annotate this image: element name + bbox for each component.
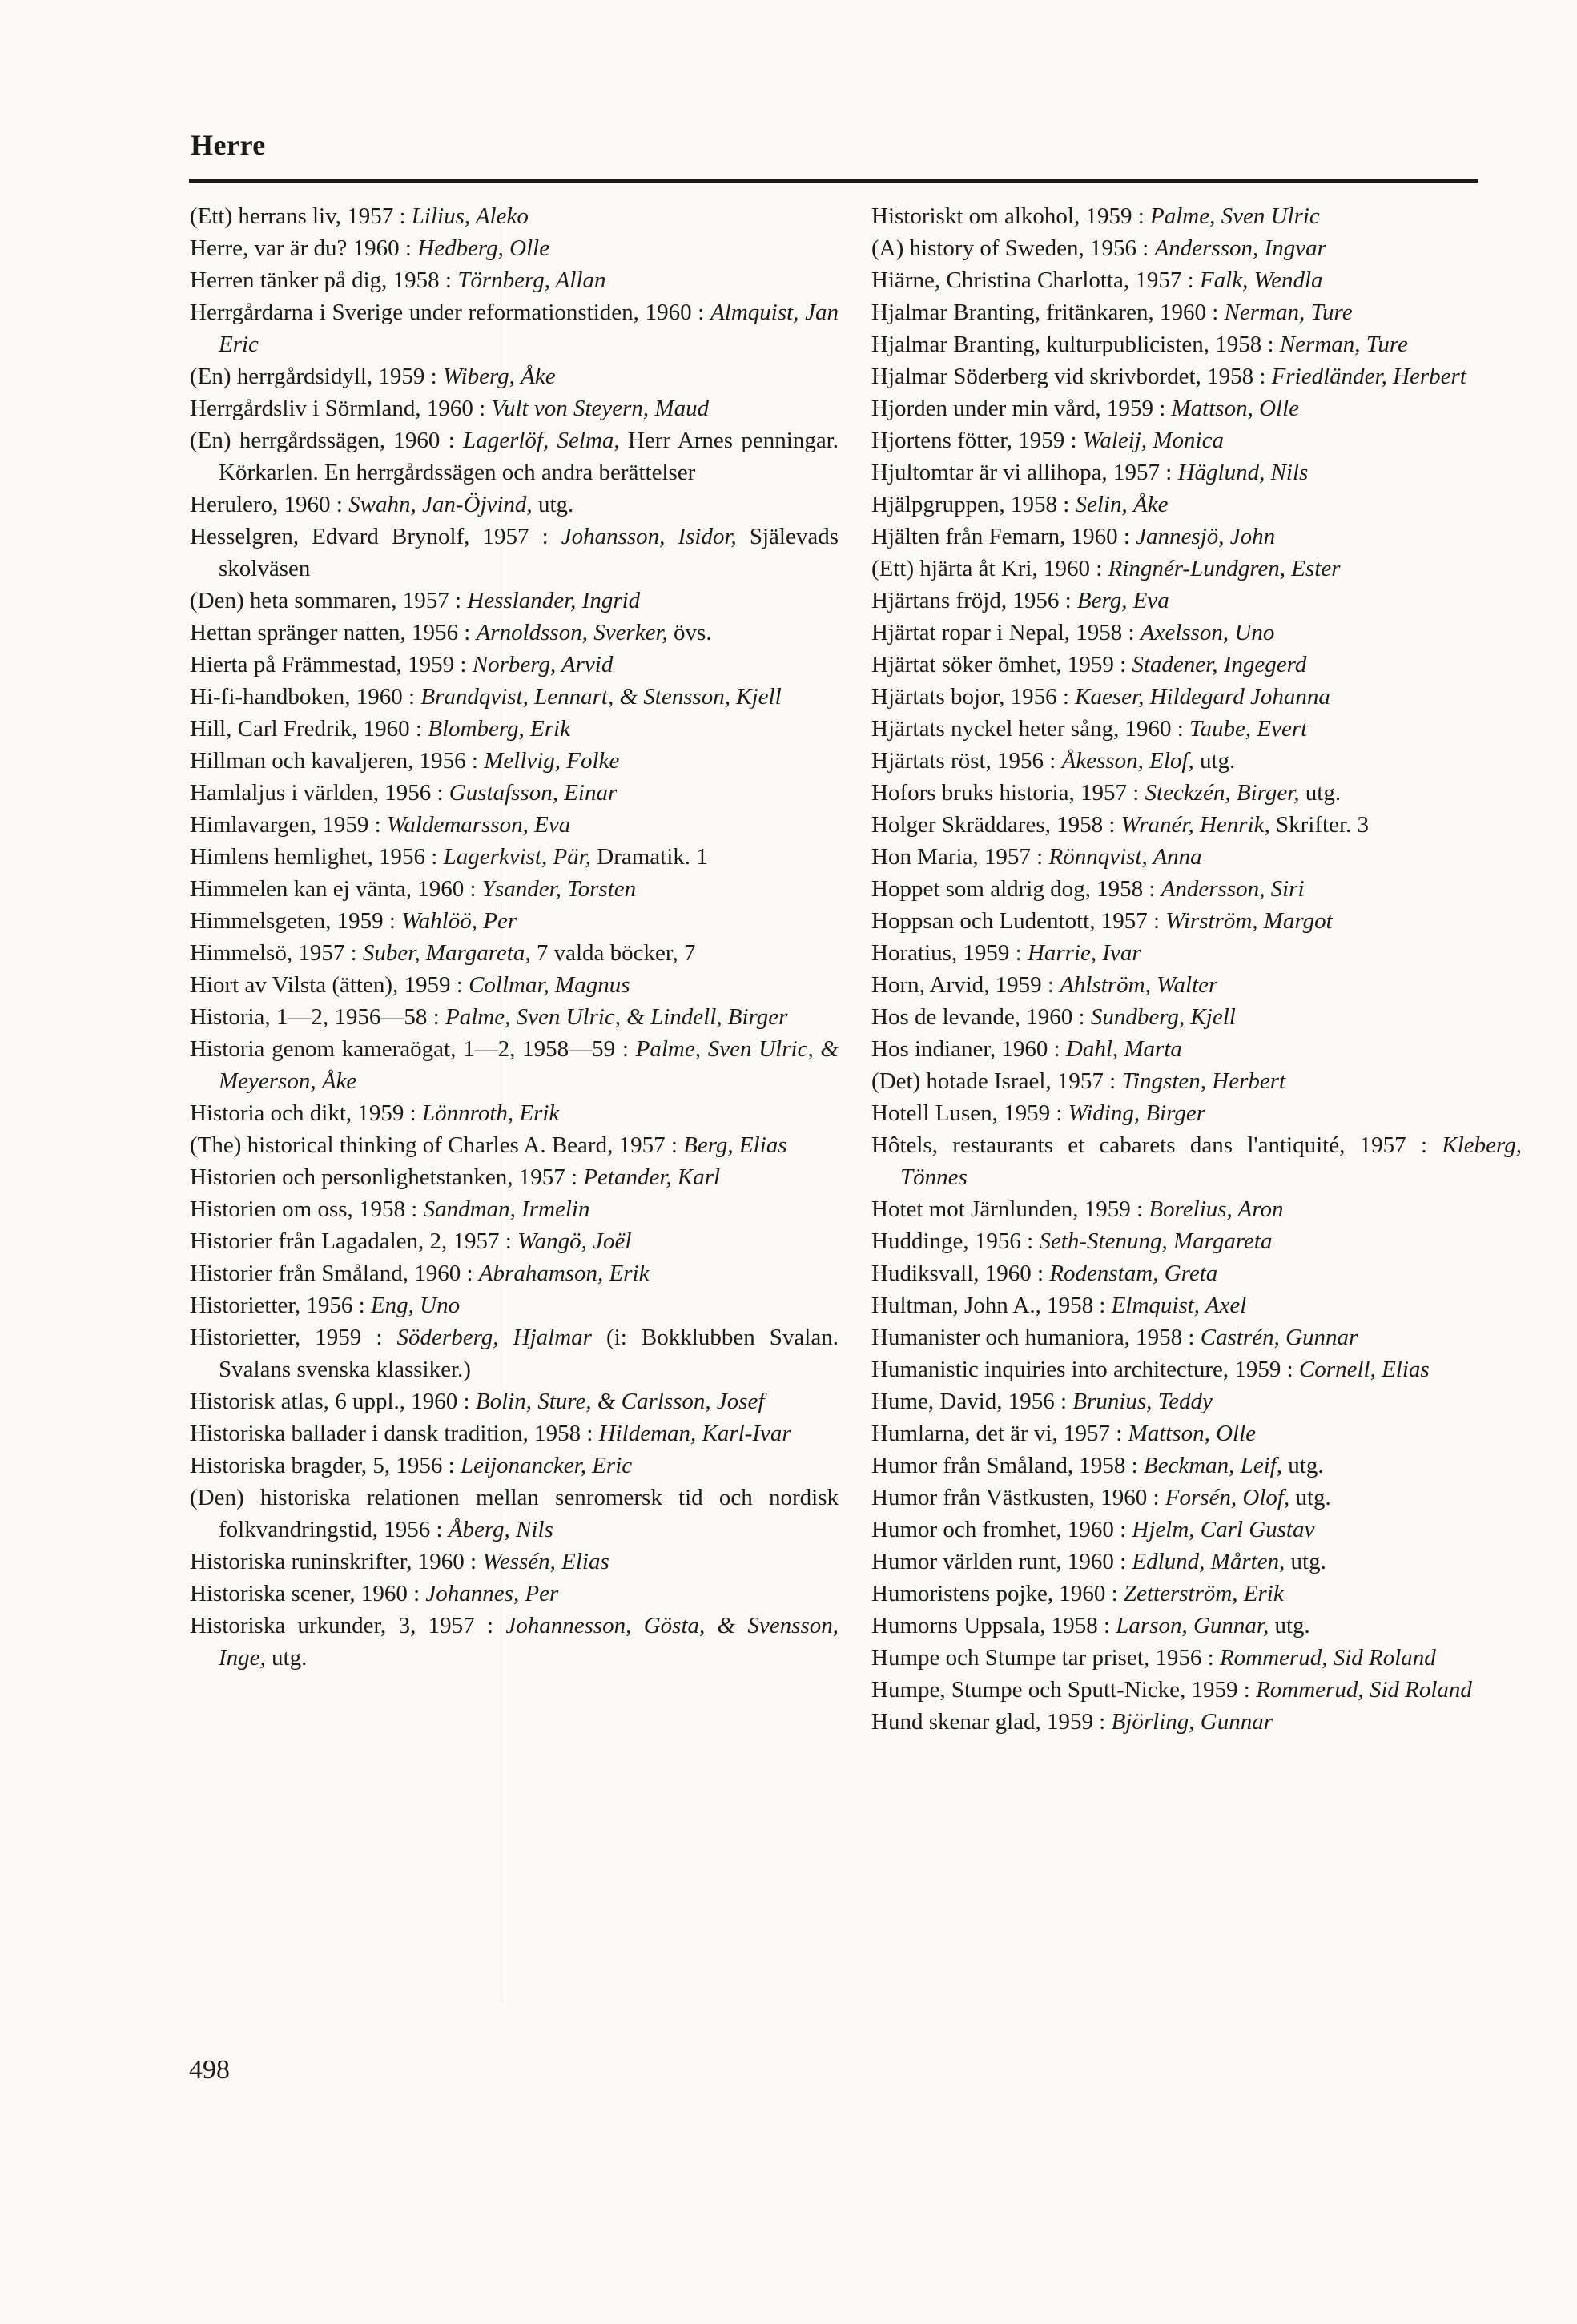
entry-title: Herrgårdarna i Sverige under reformationstiden, 1960 : (190, 300, 711, 325)
entry-title: Historier från Småland, 1960 : (190, 1261, 479, 1286)
entry-title: Horn, Arvid, 1959 : (871, 972, 1060, 998)
index-entry (190, 617, 839, 649)
index-entry (871, 777, 1522, 809)
entry-note: utg. (1299, 780, 1342, 806)
entry-title: Hund skenar glad, 1959 : (871, 1709, 1112, 1735)
entry-author: Johansson, Isidor, (561, 524, 737, 549)
entry-title: Historia genom kameraögat, 1—2, 1958—59 : (190, 1036, 636, 1062)
entry-author: Wahlöö, Per (401, 908, 517, 934)
entry-author: Nerman, Ture (1279, 332, 1408, 357)
index-entry (871, 1417, 1522, 1449)
entry-note: 7 valda böcker, 7 (530, 940, 696, 966)
entry-title: Himmelsö, 1957 : (190, 940, 363, 966)
entry-author: Seth-Stenung, Margareta (1039, 1228, 1273, 1254)
entry-author: Larson, Gunnar, (1116, 1613, 1269, 1638)
entry-note: utg. (1285, 1549, 1326, 1574)
entry-title: Hoppet som aldrig dog, 1958 : (871, 876, 1161, 902)
index-entry (190, 1161, 839, 1193)
index-entry (871, 1193, 1522, 1225)
entry-title: Herren tänker på dig, 1958 : (190, 267, 458, 293)
entry-author: Hildeman, Karl-Ivar (598, 1421, 791, 1446)
entry-title: (The) historical thinking of Charles A. Beard, 1957 : (190, 1132, 684, 1158)
entry-title: Herrgårdsliv i Sörmland, 1960 : (190, 396, 492, 421)
entry-author: Swahn, Jan-Öjvind, (348, 492, 533, 517)
index-column-left (190, 200, 839, 1674)
entry-author: Almquist, Jan Eric (219, 300, 839, 357)
entry-title: Historiska bragder, 5, 1956 : (190, 1453, 461, 1478)
index-entry (871, 1097, 1522, 1129)
entry-title: Historia och dikt, 1959 : (190, 1100, 422, 1126)
index-entry (871, 713, 1522, 745)
entry-title: Humor världen runt, 1960 : (871, 1549, 1132, 1574)
entry-note: utg. (1193, 748, 1236, 774)
entry-author: Steckzén, Birger, (1145, 780, 1300, 806)
index-entry (871, 1674, 1522, 1706)
index-entry (190, 1321, 839, 1385)
entry-author: Andersson, Siri (1161, 876, 1305, 902)
entry-author: Eng, Uno (370, 1293, 461, 1318)
index-entry (871, 969, 1522, 1001)
entry-title: Humanistic inquiries into architecture, 1959 : (871, 1357, 1299, 1382)
entry-title: Himlens hemlighet, 1956 : (190, 844, 444, 870)
index-entry (190, 360, 839, 392)
entry-title: Himlavargen, 1959 : (190, 812, 387, 838)
entry-author: Tingsten, Herbert (1121, 1068, 1286, 1094)
index-entry (871, 1289, 1522, 1321)
entry-title: Hjultomtar är vi allihopa, 1957 : (871, 460, 1178, 485)
entry-title: (A) history of Sweden, 1956 : (871, 235, 1155, 261)
index-entry (190, 649, 839, 681)
index-entry (190, 1385, 839, 1417)
entry-title: Himmelen kan ej vänta, 1960 : (190, 876, 482, 902)
entry-title: Humlarna, det är vi, 1957 : (871, 1421, 1128, 1446)
entry-title: Hume, David, 1956 : (871, 1389, 1073, 1414)
entry-title: Hjortens fötter, 1959 : (871, 428, 1083, 453)
index-entry (871, 809, 1522, 841)
index-entry (871, 905, 1522, 937)
entry-note: utg. (532, 492, 574, 517)
entry-author: Lagerlöf, Selma, (463, 428, 620, 453)
entry-title: Historietter, 1956 : (190, 1293, 371, 1318)
entry-author: Brunius, Teddy (1072, 1389, 1213, 1414)
entry-author: Jannesjö, John (1136, 524, 1276, 549)
index-entry (190, 745, 839, 777)
entry-author: Sundberg, Kjell (1090, 1004, 1236, 1030)
index-entry (190, 1482, 839, 1546)
entry-author: Petander, Karl (583, 1164, 721, 1190)
entry-title: Hotell Lusen, 1959 : (871, 1100, 1068, 1126)
entry-note: utg. (1282, 1453, 1324, 1478)
entry-title: (Den) heta sommaren, 1957 : (190, 588, 468, 613)
entry-author: Mattson, Olle (1128, 1421, 1257, 1446)
entry-author: Lönnroth, Erik (421, 1100, 560, 1126)
entry-title: Hos indianer, 1960 : (871, 1036, 1066, 1062)
index-entry (190, 1225, 839, 1257)
index-entry (871, 1514, 1522, 1546)
entry-title: Hon Maria, 1957 : (871, 844, 1049, 870)
entry-title: Historiska urkunder, 3, 1957 : (190, 1613, 506, 1638)
entry-author: Söderberg, Hjalmar (396, 1325, 592, 1350)
entry-title: Humor från Västkusten, 1960 : (871, 1485, 1165, 1510)
entry-title: Hjärtats bojor, 1956 : (871, 684, 1076, 710)
entry-author: Kleberg, Tönnes (900, 1132, 1522, 1190)
entry-author: Suber, Margareta, (362, 940, 531, 966)
index-entry (190, 1001, 839, 1033)
entry-title: Historisk atlas, 6 uppl., 1960 : (190, 1389, 476, 1414)
index-entry (871, 1546, 1522, 1578)
entry-title: Humpe och Stumpe tar priset, 1956 : (871, 1645, 1220, 1671)
entry-author: Hjelm, Carl Gustav (1132, 1517, 1315, 1542)
index-entry (190, 1417, 839, 1449)
entry-author: Andersson, Ingvar (1154, 235, 1326, 261)
entry-author: Abrahamson, Erik (478, 1261, 650, 1286)
entry-author: Åkesson, Elof, (1061, 748, 1194, 774)
entry-title: Himmelsgeten, 1959 : (190, 908, 402, 934)
index-entry (871, 264, 1522, 296)
entry-title: Hultman, John A., 1958 : (871, 1293, 1112, 1318)
entry-title: Historien och personlighetstanken, 1957 : (190, 1164, 584, 1190)
index-entry (871, 360, 1522, 392)
entry-note: övs. (667, 620, 712, 645)
index-entry (190, 905, 839, 937)
index-entry (190, 1097, 839, 1129)
entry-title: (En) herrgårdsidyll, 1959 : (190, 364, 443, 389)
index-entry (871, 1578, 1522, 1610)
entry-author: Sandman, Irmelin (423, 1196, 590, 1222)
entry-title: (Det) hotade Israel, 1957 : (871, 1068, 1122, 1094)
entry-title: Hi-fi-handboken, 1960 : (190, 684, 421, 710)
index-column-right (871, 200, 1522, 1738)
entry-author: Wirström, Margot (1165, 908, 1333, 934)
index-entry (871, 585, 1522, 617)
entry-title: Humpe, Stumpe och Sputt-Nicke, 1959 : (871, 1677, 1257, 1703)
index-entry (871, 1129, 1522, 1193)
entry-author: Collmar, Magnus (469, 972, 630, 998)
entry-title: Hjorden under min vård, 1959 : (871, 396, 1172, 421)
entry-author: Norberg, Arvid (472, 652, 614, 677)
entry-title: Hotet mot Järnlunden, 1959 : (871, 1196, 1149, 1222)
index-entry (871, 1385, 1522, 1417)
entry-note: utg. (1289, 1485, 1331, 1510)
entry-author: Borelius, Aron (1149, 1196, 1284, 1222)
index-entry (190, 200, 839, 232)
entry-title: Historiska ballader i dansk tradition, 1958 : (190, 1421, 599, 1446)
entry-author: Forsén, Olof, (1165, 1485, 1290, 1510)
entry-note: Dramatik. 1 (591, 844, 708, 870)
entry-author: Blomberg, Erik (428, 716, 570, 742)
index-entry (871, 1353, 1522, 1385)
entry-title: Hjärtats röst, 1956 : (871, 748, 1062, 774)
entry-author: Cornell, Elias (1298, 1357, 1430, 1382)
index-entry (190, 232, 839, 264)
entry-title: Humor och fromhet, 1960 : (871, 1517, 1132, 1542)
entry-note: utg. (1269, 1613, 1310, 1638)
entry-title: Hofors bruks historia, 1957 : (871, 780, 1145, 806)
entry-author: Edlund, Mårten, (1132, 1549, 1285, 1574)
entry-title: Historiska runinskrifter, 1960 : (190, 1549, 483, 1574)
index-entry (871, 1001, 1522, 1033)
index-entry (190, 264, 839, 296)
entry-title: Hiärne, Christina Charlotta, 1957 : (871, 267, 1200, 293)
entry-author: Johannesson, Gösta, & Svensson, Inge, (219, 1613, 839, 1671)
entry-title: Hamlaljus i världen, 1956 : (190, 780, 449, 806)
entry-title: Herre, var är du? 1960 : (190, 235, 418, 261)
index-entry (190, 489, 839, 521)
entry-title: Historier från Lagadalen, 2, 1957 : (190, 1228, 518, 1254)
entry-title: Historietter, 1959 : (190, 1325, 397, 1350)
entry-author: Taube, Evert (1189, 716, 1308, 742)
index-entry (190, 1033, 839, 1097)
index-entry (190, 969, 839, 1001)
index-entry (871, 1642, 1522, 1674)
index-entry (871, 328, 1522, 360)
index-entry (871, 937, 1522, 969)
entry-author: Törnberg, Allan (457, 267, 606, 293)
entry-author: Hesslander, Ingrid (467, 588, 641, 613)
index-entry (190, 1129, 839, 1161)
entry-title: Hjalmar Branting, fritänkaren, 1960 : (871, 300, 1225, 325)
entry-author: Rodenstam, Greta (1049, 1261, 1218, 1286)
index-entry (190, 841, 839, 873)
entry-author: Åberg, Nils (448, 1517, 553, 1542)
entry-author: Palme, Sven Ulric (1150, 203, 1320, 229)
entry-author: Häglund, Nils (1177, 460, 1309, 485)
index-entry (190, 1289, 839, 1321)
entry-author: Wangö, Joël (517, 1228, 632, 1254)
entry-title: Huddinge, 1956 : (871, 1228, 1040, 1254)
entry-title: Hjärtat söker ömhet, 1959 : (871, 652, 1132, 677)
entry-author: Rönnqvist, Anna (1048, 844, 1202, 870)
index-entry (190, 585, 839, 617)
index-entry (190, 809, 839, 841)
index-entry (190, 1193, 839, 1225)
entry-author: Falk, Wendla (1199, 267, 1323, 293)
index-entry (871, 745, 1522, 777)
entry-title: Hjärtat ropar i Nepal, 1958 : (871, 620, 1141, 645)
entry-author: Björling, Gunnar (1111, 1709, 1273, 1735)
entry-author: Palme, Sven Ulric, & Meyerson, Åke (219, 1036, 839, 1094)
entry-author: Waleij, Monica (1082, 428, 1224, 453)
entry-title: Hoppsan och Ludentott, 1957 : (871, 908, 1166, 934)
entry-note: Själevads skolväsen (219, 524, 839, 581)
entry-title: Hos de levande, 1960 : (871, 1004, 1091, 1030)
entry-author: Beckman, Leif, (1143, 1453, 1283, 1478)
entry-title: Historiska scener, 1960 : (190, 1581, 426, 1606)
index-entry (190, 681, 839, 713)
index-entry (871, 456, 1522, 489)
entry-author: Selin, Åke (1075, 492, 1169, 517)
entry-note: utg. (265, 1645, 308, 1671)
entry-author: Rommerud, Sid Roland (1219, 1645, 1436, 1671)
entry-note: (i: Bokklubben Svalan. Svalans svenska klassiker.) (219, 1325, 839, 1382)
entry-title: Hjalmar Branting, kulturpublicisten, 1958 : (871, 332, 1280, 357)
entry-author: Ysander, Torsten (481, 876, 637, 902)
entry-author: Wiberg, Åke (442, 364, 556, 389)
entry-author: Johannes, Per (425, 1581, 559, 1606)
index-entry (190, 296, 839, 360)
index-entry (190, 937, 839, 969)
entry-title: Hôtels, restaurants et cabarets dans l'antiquité, 1957 : (871, 1132, 1442, 1158)
entry-title: Humorns Uppsala, 1958 : (871, 1613, 1116, 1638)
entry-title: Hill, Carl Fredrik, 1960 : (190, 716, 428, 742)
entry-author: Lilius, Aleko (411, 203, 529, 229)
entry-title: Historiskt om alkohol, 1959 : (871, 203, 1150, 229)
index-entry (871, 681, 1522, 713)
index-entry (871, 1321, 1522, 1353)
entry-author: Elmquist, Axel (1111, 1293, 1247, 1318)
entry-note: Skrifter. 3 (1269, 812, 1370, 838)
index-entry (190, 1578, 839, 1610)
entry-author: Berg, Eva (1076, 588, 1169, 613)
index-entry (190, 392, 839, 424)
running-head: Herre (191, 129, 266, 161)
entry-title: Horatius, 1959 : (871, 940, 1028, 966)
index-entry (190, 1546, 839, 1578)
entry-title: Hjalmar Söderberg vid skrivbordet, 1958 : (871, 364, 1272, 389)
entry-author: Berg, Elias (683, 1132, 787, 1158)
index-entry (871, 873, 1522, 905)
entry-title: (Ett) hjärta åt Kri, 1960 : (871, 556, 1108, 581)
entry-title: Hjärtans fröjd, 1956 : (871, 588, 1077, 613)
entry-author: Mattson, Olle (1171, 396, 1300, 421)
entry-title: Herulero, 1960 : (190, 492, 349, 517)
entry-title: Humoristens pojke, 1960 : (871, 1581, 1124, 1606)
entry-title: (Ett) herrans liv, 1957 : (190, 203, 412, 229)
index-entry (190, 424, 839, 489)
index-entry (871, 521, 1522, 553)
entry-author: Harrie, Ivar (1027, 940, 1141, 966)
entry-author: Wranér, Henrik, (1120, 812, 1270, 838)
index-entry (871, 489, 1522, 521)
entry-author: Leijonancker, Eric (460, 1453, 633, 1478)
index-entry (871, 841, 1522, 873)
index-entry (871, 1257, 1522, 1289)
index-entry (871, 1033, 1522, 1065)
entry-title: (En) herrgårdssägen, 1960 : (190, 428, 464, 453)
entry-author: Wessén, Elias (482, 1549, 609, 1574)
index-entry (190, 713, 839, 745)
entry-author: Kaeser, Hildegard Johanna (1075, 684, 1330, 710)
entry-note: Herr Arnes penningar. Körkarlen. En herrgårdssägen och andra berättelser (219, 428, 839, 485)
entry-title: Hudiksvall, 1960 : (871, 1261, 1050, 1286)
index-entry (871, 296, 1522, 328)
index-entry (190, 873, 839, 905)
index-entry (871, 1065, 1522, 1097)
entry-author: Bolin, Sture, & Carlsson, Josef (475, 1389, 765, 1414)
index-entry (871, 1482, 1522, 1514)
index-entry (871, 617, 1522, 649)
index-entry (871, 649, 1522, 681)
entry-title: Hesselgren, Edvard Brynolf, 1957 : (190, 524, 561, 549)
entry-author: Ahlström, Walter (1060, 972, 1218, 998)
entry-title: Humanister och humaniora, 1958 : (871, 1325, 1201, 1350)
index-entry (871, 1225, 1522, 1257)
header-rule (189, 179, 1478, 183)
entry-title: Hiort av Vilsta (ätten), 1959 : (190, 972, 469, 998)
entry-title: (Den) historiska relationen mellan senromersk tid och nordisk folkvandringstid, 1956 : (190, 1485, 839, 1542)
entry-title: Hjälpgruppen, 1958 : (871, 492, 1076, 517)
index-entry (871, 1610, 1522, 1642)
entry-author: Arnoldsson, Sverker, (476, 620, 668, 645)
entry-author: Axelsson, Uno (1140, 620, 1275, 645)
entry-author: Zetterström, Erik (1123, 1581, 1284, 1606)
index-entry (871, 1706, 1522, 1738)
entry-title: Hjärtats nyckel heter sång, 1960 : (871, 716, 1190, 742)
entry-author: Castrén, Gunnar (1200, 1325, 1358, 1350)
index-entry (190, 1449, 839, 1482)
entry-author: Hedberg, Olle (417, 235, 550, 261)
entry-title: Hillman och kavaljeren, 1956 : (190, 748, 485, 774)
index-entry (871, 232, 1522, 264)
index-entry (871, 1449, 1522, 1482)
index-entry (871, 553, 1522, 585)
entry-author: Waldemarsson, Eva (386, 812, 571, 838)
index-entry (190, 1610, 839, 1674)
entry-title: Holger Skräddares, 1958 : (871, 812, 1121, 838)
index-entry (190, 521, 839, 585)
index-entry (871, 392, 1522, 424)
entry-title: Historia, 1—2, 1956—58 : (190, 1004, 445, 1030)
entry-author: Mellvig, Folke (484, 748, 620, 774)
entry-author: Lagerkvist, Pär, (443, 844, 592, 870)
entry-title: Hierta på Främmestad, 1959 : (190, 652, 473, 677)
entry-author: Vult von Steyern, Maud (491, 396, 710, 421)
entry-author: Brandqvist, Lennart, & Stensson, Kjell (420, 684, 782, 710)
index-entry (190, 777, 839, 809)
entry-author: Stadener, Ingegerd (1132, 652, 1307, 677)
entry-author: Palme, Sven Ulric, & Lindell, Birger (445, 1004, 788, 1030)
index-entry (190, 1257, 839, 1289)
entry-author: Nerman, Ture (1224, 300, 1353, 325)
entry-author: Dahl, Marta (1065, 1036, 1182, 1062)
index-entry (871, 424, 1522, 456)
entry-author: Ringnér-Lundgren, Ester (1108, 556, 1341, 581)
entry-title: Hjälten från Femarn, 1960 : (871, 524, 1136, 549)
entry-title: Historien om oss, 1958 : (190, 1196, 424, 1222)
entry-author: Gustafsson, Einar (449, 780, 618, 806)
index-entry (871, 200, 1522, 232)
entry-author: Widing, Birger (1068, 1100, 1205, 1126)
entry-author: Friedländer, Herbert (1271, 364, 1466, 389)
entry-author: Rommerud, Sid Roland (1256, 1677, 1472, 1703)
entry-title: Humor från Småland, 1958 : (871, 1453, 1144, 1478)
entry-title: Hettan spränger natten, 1956 : (190, 620, 477, 645)
page-number: 498 (189, 2055, 230, 2085)
